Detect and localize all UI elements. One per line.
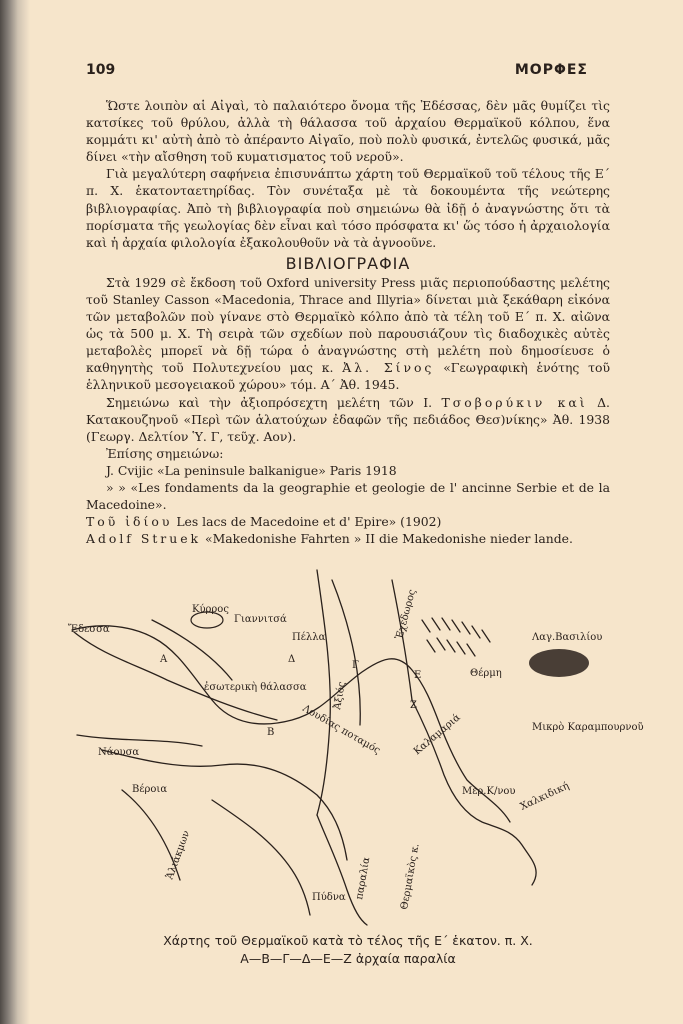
map-label-loudias: Λουδίας ποταμός xyxy=(300,703,383,757)
paragraph: Ὥστε λοιπὸν αἱ Αἰγαὶ, τὸ παλαιότερο ὄνομα τῆς Ἐδέσσας, δὲν μᾶς θυμίζει τὶς κατσίκες τοῦ θρύλου, ἀλλὰ τὴ θάλασσα τοῦ ἀρχαίου Θερμαϊκοῦ κόλπου, ἕνα κομμάτι κι' αὐτὴ ἀπὸ τὸ ἀπέραντο Αἰγαῖο, ποὺ πολὺ φυσικά, ἐντελῶς φυσικά, μᾶς δίνει «τὴν αἴσθηση τοῦ κυματισματος τοῦ νεροῦ». xyxy=(86,98,610,165)
river-lower xyxy=(212,800,310,915)
bibliography-note: Ἐπίσης σημειώνω: xyxy=(106,445,224,461)
map-label-letter-g: Γ xyxy=(352,660,359,671)
entry-text: Σημειώνω καὶ τὴν ἀξιοπρόσεχτη μελέτη τῶν Ι. xyxy=(106,394,433,410)
bibliography-entry xyxy=(86,513,610,530)
map-label-axios: Ἀξιός xyxy=(332,680,348,711)
entry-text: Les lacs de Macedoine et d' Epire» (1902) xyxy=(176,514,442,530)
map-label-inner-sea: ἐσωτερικὴ θάλασσα xyxy=(204,682,307,693)
page-header xyxy=(86,62,588,84)
map-label-naousa: Νάουσα xyxy=(98,747,140,758)
marsh-hatching xyxy=(422,618,490,656)
paragraph: Γιὰ μεγαλύτερη σαφήνεια ἐπισυνάπτω χάρτη τοῦ Θερμαϊκοῦ τοῦ τέλους τῆς Ε΄ π. Χ. ἑκατονταετηρίδας. Τὸν συνέταξα μὲ τὰ δοκουμέντα τῆς νεώτερης βιβλιογραφίας. Ἀπὸ τὴ βιβλιογραφία ποὺ σημειώνω θὰ ἰδῇ ὁ ἀναγνώστης ὅτι τὰ πορίσματα τῆς γεωλογίας δὲν εἶναι καὶ τόσο πρόσφατα κι' ὥς τόσο ἡ ἀρχαιολογία καὶ ἡ ἀρχαία φιλολογία ἐξακολουθοῦν νὰ τὰ ἀγνοοῦνε. xyxy=(86,166,610,250)
map-label-paralia: παραλία xyxy=(354,856,373,901)
thermaic-gulf-map xyxy=(62,560,644,930)
entry-author: Ἀλ. Σίνος xyxy=(342,360,435,376)
map-label-veroia: Βέροια xyxy=(132,784,168,795)
bibliography-entry: J. Cvijic «La peninsule balkanigue» Paris 1918 xyxy=(106,462,397,478)
lake-lagvasilios xyxy=(529,649,589,677)
map-label-thermi: Θέρμη xyxy=(470,668,502,679)
bibliography-entry xyxy=(86,274,610,394)
map-label-chalkidiki: Χαλκιδική xyxy=(518,780,571,813)
map-label-letter-d: Δ xyxy=(288,654,296,665)
entry-author: Τοῦ ἰδίου xyxy=(86,514,173,530)
map-label-lagvasilios: Λαγ.Βασιλίου xyxy=(532,632,603,643)
bibliography-entry: » » «Les fondaments da la geographie et geologie de l' ancinne Serbie et de la Macedoine». xyxy=(86,479,610,513)
map-caption: Χάρτης τοῦ Θερμαϊκοῦ κατὰ τὸ τέλος τῆς Ε΄ ἑκατον. π. Χ. xyxy=(163,933,533,948)
journal-title: ΜΟΡΦΕΣ xyxy=(514,62,588,78)
map-label-kyrros: Κύρρος xyxy=(192,604,229,615)
bibliography-entry xyxy=(86,394,610,445)
entry-text: «Γεωγραφικὴ ἑνότης τοῦ ἑλληνικοῦ μεσογειακοῦ χώρου» τόμ. Α΄ Ἀθ. 1945. xyxy=(86,360,610,393)
map-label-mikro-karamp: Μικρὸ Καραμπουρνοῦ xyxy=(532,722,644,733)
map-label-giannitsa: Γιαννιτσά xyxy=(234,614,287,625)
entry-text: «Makedonishe Fahrten » II die Makedonishe nieder lande. xyxy=(205,531,573,547)
map-label-mer-kyou: Μερ.Κ/νου xyxy=(462,786,516,797)
page-number: 109 xyxy=(86,62,116,78)
bibliography-list xyxy=(86,274,610,548)
map-drawing xyxy=(62,560,644,930)
article-body xyxy=(86,97,610,547)
map-label-kalamaria: Καλαμαριά xyxy=(411,712,463,758)
river-loudias xyxy=(74,632,277,720)
map-label-letter-e: Ε xyxy=(414,670,422,681)
map-label-thermaikos: Θερμαϊκὸς κ. xyxy=(399,842,422,911)
map-label-echedoros: Ἐχέδωρος xyxy=(394,588,419,641)
bibliography-heading: ΒΙΒΛΙΟΓΡΑΦΙΑ xyxy=(285,253,411,273)
entry-text: Δ. Κατακουζηνοῦ «Περὶ τῶν ἁλατούχων ἐδαφῶν τῆς πεδιάδος Θεσ)νίκης» Ἀθ. 1938 (Γεωργ. Δελτίον Ὑ. Γ, τεῦχ. Αον). xyxy=(86,394,610,444)
map-label-edessa: Ἔδεσσα xyxy=(68,624,110,635)
map-label-pella: Πέλλα xyxy=(292,632,326,643)
river-axios xyxy=(317,570,330,815)
map-label-letter-z: Ζ xyxy=(410,700,417,711)
bibliography-entry xyxy=(86,530,610,547)
river-north xyxy=(152,620,232,680)
map-label-letter-a: Α xyxy=(160,654,168,665)
entry-text: Στὰ 1929 σὲ ἔκδοση τοῦ Oxford university Press μιᾶς περιοπούδαστης μελέτης τοῦ Stanley Casson «Macedonia, Thrace and Illyria» δίνεται μιὰ ξεκάθαρη εἰκόνα τῶν μεταβολῶν ποὺ γίνανε στὸ Θερμαϊκὸ κόλπο ἀπὸ τὰ τέλη τοῦ Ε΄ π. Χ. αἰῶνα ὡς τὰ 500 μ. Χ. Τὴ σειρὰ τῶν σχεδίων ποὺ παρουσιάζουν τὶς διαδοχικὲς αὐτὲς μεταβολὲς μπορεῖ νὰ δῇ τώρα ὁ ἀναγνώστης στὴ μελέτη ποὺ δημοσίευσε ὁ καθηγητὴς τοῦ Πολυτεχνείου μας κ. xyxy=(86,274,610,376)
map-label-letter-b: Β xyxy=(267,727,275,738)
river-haliakmon-south xyxy=(77,735,202,746)
entry-author: Adolf Struek xyxy=(86,531,202,547)
map-legend-caption: Α—Β—Γ—Δ—Ε—Ζ ἀρχαία παραλία xyxy=(240,951,456,966)
entry-author: Τσοβορύκιν καὶ xyxy=(441,394,588,410)
map-label-pydna: Πύδνα xyxy=(312,892,346,903)
scanned-page-edge xyxy=(0,0,30,1024)
map-label-aliakmon: Ἁλιάκμων xyxy=(164,829,193,882)
